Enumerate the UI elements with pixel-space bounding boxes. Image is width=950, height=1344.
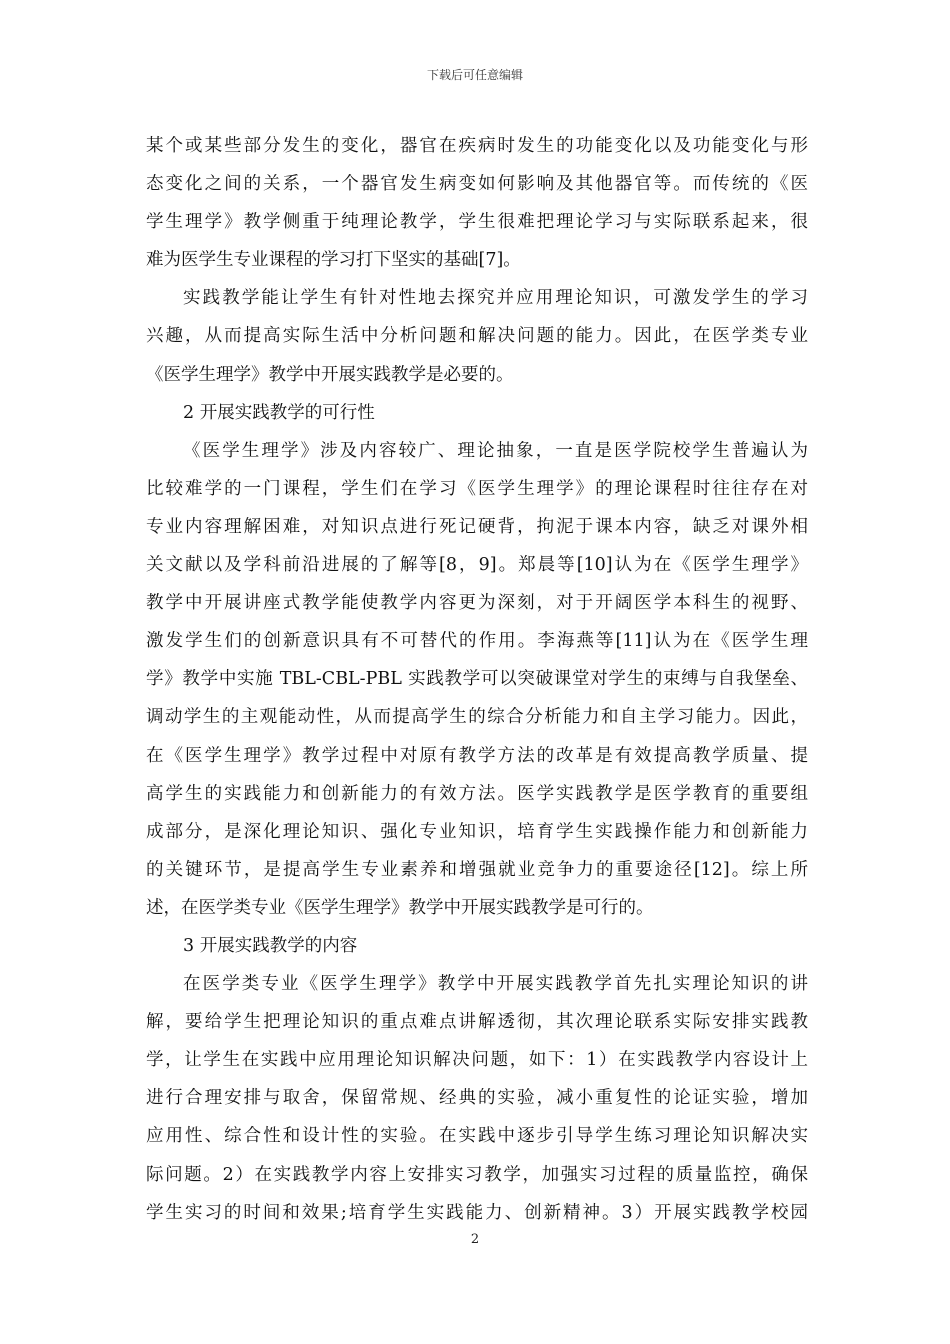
text-line: 在《医学生理学》教学过程中对原有教学方法的改革是有效提高教学质量、提 xyxy=(146,745,808,766)
document-body xyxy=(146,127,808,1232)
text-line: 应用性、综合性和设计性的实验。在实践中逐步引导学生练习理论知识解决实 xyxy=(146,1126,808,1147)
text-line: 兴趣，从而提高实际生活中分析问题和解决问题的能力。因此，在医学类专业 xyxy=(146,326,808,347)
text-line: 解，要给学生把理论知识的重点难点讲解透彻，其次理论联系实际安排实践教 xyxy=(146,1012,808,1033)
text-line: 实践教学能让学生有针对性地去探究并应用理论知识，可激发学生的学习 xyxy=(183,288,808,309)
page-number: 2 xyxy=(470,1232,480,1247)
text-line: 学生实习的时间和效果;培育学生实践能力、创新精神。3）开展实践教学校园 xyxy=(146,1202,808,1223)
text-line: 激发学生们的创新意识具有不可替代的作用。李海燕等[11]认为在《医学生理 xyxy=(146,631,808,652)
text-line: 教学中开展讲座式教学能使教学内容更为深刻，对于开阔医学本科生的视野、 xyxy=(146,593,808,614)
text-line: 比较难学的一门课程，学生们在学习《医学生理学》的理论课程时往往存在对 xyxy=(146,478,808,499)
text-line: 进行合理安排与取舍，保留常规、经典的实验，减小重复性的论证实验，增加 xyxy=(146,1088,808,1109)
text-line: 学，让学生在实践中应用理论知识解决问题，如下：1）在实践教学内容设计上 xyxy=(146,1050,808,1071)
text-line: 某个或某些部分发生的变化，器官在疾病时发生的功能变化以及功能变化与形 xyxy=(146,136,808,156)
text-line: 学》教学中实施 TBL-CBL-PBL 实践教学可以突破课堂对学生的束缚与自我堡垒、 xyxy=(146,669,808,690)
text-line: 态变化之间的关系，一个器官发生病变如何影响及其他器官等。而传统的《医 xyxy=(146,174,808,195)
text-line: 学生理学》教学侧重于纯理论教学，学生很难把理论学习与实际联系起来，很 xyxy=(146,212,808,233)
text-line: 调动学生的主观能动性，从而提高学生的综合分析能力和自主学习能力。因此， xyxy=(146,707,808,728)
text-line: 3 开展实践教学的内容 xyxy=(183,935,358,956)
text-line: 专业内容理解困难，对知识点进行死记硬背，拘泥于课本内容，缺乏对课外相 xyxy=(146,516,808,537)
text-line: 关文献以及学科前沿进展的了解等[8，9]。郑晨等[10]认为在《医学生理学》 xyxy=(146,555,808,576)
page-header: 下载后可任意编辑 xyxy=(426,68,523,82)
text-line: 《医学生理学》涉及内容较广、理论抽象，一直是医学院校学生普遍认为 xyxy=(183,440,808,461)
text-line: 际问题。2）在实践教学内容上安排实习教学，加强实习过程的质量监控，确保 xyxy=(146,1164,808,1185)
text-line: 2 开展实践教学的可行性 xyxy=(183,402,375,423)
text-line: 成部分，是深化理论知识、强化专业知识，培育学生实践操作能力和创新能力 xyxy=(146,821,808,842)
text-line: 《医学生理学》教学中开展实践教学是必要的。 xyxy=(146,364,514,385)
text-line: 难为医学生专业课程的学习打下坚实的基础[7]。 xyxy=(146,250,521,271)
text-line: 述，在医学类专业《医学生理学》教学中开展实践教学是可行的。 xyxy=(146,897,654,918)
text-line: 高学生的实践能力和创新能力的有效方法。医学实践教学是医学教育的重要组 xyxy=(146,783,808,804)
text-line: 在医学类专业《医学生理学》教学中开展实践教学首先扎实理论知识的讲 xyxy=(183,974,808,995)
text-line: 的关键环节，是提高学生专业素养和增强就业竞争力的重要途径[12]。综上所 xyxy=(146,859,808,880)
